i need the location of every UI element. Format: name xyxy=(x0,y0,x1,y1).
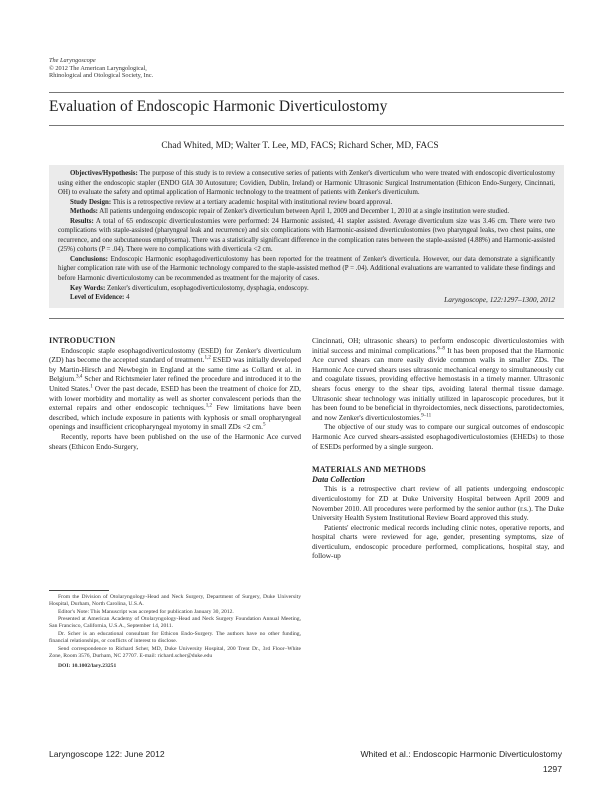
title-rule-top xyxy=(49,92,564,93)
ref: 1,2 xyxy=(205,402,213,409)
abstract-objectives xyxy=(58,169,555,198)
journal-header xyxy=(49,57,153,80)
text: It has been proposed that the Harmonic Ace curved shears can more easily divide common walls in smaller ZDs. The Harmonic Ace curved shears uses ultrasonic mechanical energy to simultaneously cut and coagulate tissues, providing effective hemostasis in a timely manner. Ultrasonic shears focus energy to the shear tips, avoiding lateral thermal tissue damage. Ultrasonic shear technology was initially utilized in laparoscopic procedures, but it has been found to be beneficial in thyroidectomies, neck dissections, parotidectomies, and now Zenker's diverticulostomies. xyxy=(312,345,565,422)
footnote-disclosure: Dr. Scher is an educational consultant for Ethicon Endo-Surgery. The authors have no other funding, financial relationships, or conflicts of interest to disclose. xyxy=(49,630,301,645)
conclusions-text: Endoscopic Harmonic esophagodiverticulostomy has been reported for the treatment of Zenker's diverticula. However, our data demonstrate a significantly higher complication rate with use of the Harmonic technology compared to the staple-assisted method (P = .04). Additional evaluations are warranted to validate these findings and before Harmonic diverticulostomy can be recommended as treatment for the majority of cases. xyxy=(58,255,555,283)
abstract-conclusions xyxy=(58,255,555,284)
copyright-line-1: © 2012 The American Laryngological, xyxy=(49,64,147,72)
footer-journal: Laryngoscope 122: June 2012 xyxy=(49,749,165,759)
footer-running-title: Whited et al.: Endoscopic Harmonic Diverticulostomy xyxy=(360,749,562,759)
intro-paragraph-1 xyxy=(49,346,301,432)
objectives-label: Objectives/Hypothesis: xyxy=(70,170,138,177)
methods-paragraph-1: This is a retrospective chart review of all patients undergoing endoscopic diverticulostomy for ZD at Duke University Hospital between April 2009 and November 2010. All procedures were performed by the senior author (r.s.). The Duke University Health System Institutional Review Board approved this study. xyxy=(312,484,564,523)
results-text: A total of 65 endoscopic diverticulostomies were performed: 24 Harmonic assisted, 41 stapler assisted. Average diverticulum size was 3.46 cm. There were two complications with staple-assisted (pharyngeal leak and recurrence) and six complications with Harmonic-assisted diverticulostomies (two pharyngeal leaks, two chest pains, one recurrence, and one subcutaneous emphysema). There was a statistically significant difference in the complication rates between the staple-assisted (4.88%) and Harmonic-assisted (25%) cohorts (P = .04). There were no complications with diverticula <2 cm. xyxy=(58,217,555,254)
ref: 1,2 xyxy=(204,354,211,361)
title-rule-bottom xyxy=(49,125,564,126)
data-collection-heading: Data Collection xyxy=(312,474,365,484)
footnote-affiliation: From the Division of Otolaryngology-Head and Neck Surgery, Department of Surgery, Duke University Hospital, Durham, North Carolina, U.S.A. xyxy=(49,594,301,608)
abstract-box xyxy=(49,165,564,308)
intro-heading: INTRODUCTION xyxy=(49,336,116,345)
footnote-correspondence: Send correspondence to Richard Scher, MD, Duke University Hospital, 200 Trent Dr., 3rd Floor–White Zone, Room 3576, Durham, NC 27707. E-mail: richard.scher@duke.edu xyxy=(49,645,301,659)
intro-paragraph-2: Recently, reports have been published on the use of the Harmonic Ace curved shears (Ethicon Endo-Surgery, xyxy=(49,431,301,451)
ref: 6–8 xyxy=(437,345,445,352)
keywords-text: Zenker's diverticulum, esophagodiverticulostomy, dysphagia, endoscopy. xyxy=(105,284,309,292)
design-text: This is a retrospective review at a tertiary academic hospital with institutional review board approval. xyxy=(111,198,393,206)
results-label: Results: xyxy=(70,217,94,225)
text: ESED was initially developed by Martin-Hirsch and Newbegin in England at the same time as Collard et al. in Belgium. xyxy=(49,355,301,384)
abstract-design xyxy=(58,198,555,208)
text: Cincinnati, OH; ultrasonic shears) to perform endoscopic diverticulostomies with initial success and minimal complications. xyxy=(312,336,564,355)
ref: 5 xyxy=(262,421,266,428)
footnote-presented: Presented at American Academy of Otolaryngology-Head and Neck Surgery Foundation Annual Meeting, San Francisco, California, U.S.A., September 14, 2011. xyxy=(49,616,301,630)
level-text: 4 xyxy=(124,294,130,302)
ref: 1 xyxy=(90,383,93,390)
intro-paragraph-2-continued xyxy=(312,336,564,422)
abstract-rule xyxy=(49,318,564,319)
left-column xyxy=(49,336,301,451)
doi: DOI: 10.1002/lary.23251 xyxy=(58,662,117,669)
ref: 9–11 xyxy=(421,412,432,419)
level-label: Level of Evidence: xyxy=(70,294,125,302)
abstract-keywords xyxy=(58,284,555,294)
citation: Laryngoscope, 122:1297–1300, 2012 xyxy=(444,295,555,304)
footnotes xyxy=(49,594,301,670)
keywords-label: Key Words: xyxy=(70,284,106,292)
footnote-editor: Editor's Note: This Manuscript was accepted for publication January 30, 2012. xyxy=(58,608,234,615)
methods-paragraph-2: Patients' electronic medical records including clinic notes, operative reports, and hospital charts were reviewed for age, gender, presenting symptoms, size of diverticulum, endoscopic procedure performed, complications, hospital stay, and follow-up xyxy=(312,522,564,561)
intro-paragraph-3: The objective of our study was to compare our surgical outcomes of endoscopic Harmonic Ace curved shears-assisted esophagodiverticulostomies (EHEDs) to those of ESEDs performed by a single surgeon. xyxy=(312,422,564,451)
ref: 3,4 xyxy=(75,373,83,380)
journal-name: The Laryngoscope xyxy=(49,57,96,64)
methods-heading: MATERIALS AND METHODS xyxy=(312,465,426,475)
page-number: 1297 xyxy=(542,764,562,774)
footnote-rule xyxy=(49,590,109,591)
article-title: Evaluation of Endoscopic Harmonic Diverticulostomy xyxy=(49,98,388,115)
methods-text: All patients undergoing endoscopic repair of Zenker's diverticulum between April 1, 2009 and December 1, 2010 at a single institution were studied. xyxy=(97,208,510,216)
author-list: Chad Whited, MD; Walter T. Lee, MD, FACS; Richard Scher, MD, FACS xyxy=(161,141,439,151)
design-label: Study Design: xyxy=(70,198,112,206)
text: Endoscopic staple esophagodiverticulostomy (ESED) for Zenker's diverticulum (ZD) has become the accepted standard of treatment. xyxy=(49,345,301,365)
objectives-text: The purpose of this study is to review a consecutive series of patients with Zenker's diverticulum who were treated with endoscopic diverticulostomy using either the endoscopic stapler (ENDO GIA 30 Autosuture; Covidien, Dublin, Ireland) or Harmonic Ultrasonic Surgical Instrumentation (Ethicon Endo-Surgery, Cincinnati, OH) to evaluate the safety and optimal application of Harmonic technology to the treatment of patients with Zenker's diverticulum. xyxy=(58,170,555,197)
copyright-line-2: Rhinological and Otological Society, Inc. xyxy=(49,72,154,80)
right-column xyxy=(312,336,564,561)
abstract-methods xyxy=(58,207,555,217)
text: Few limitations have been described, which include exposure in patients with kyphosis or small oropharyngeal openings and insufficient cricopharyngeal myotomy in small ZDs <2 cm. xyxy=(49,403,301,432)
conclusions-label: Conclusions: xyxy=(70,255,108,263)
text: Over the past decade, ESED has been the treatment of choice for ZD, with lower morbidity and mortality as well as shorter convalescent periods than the external repairs and other endoscopic techniques. xyxy=(49,383,301,413)
text: Scher and Richtsmeier later refined the procedure and introduced it to the United States. xyxy=(49,374,301,393)
abstract-results xyxy=(58,217,555,255)
methods-label: Methods: xyxy=(70,208,98,216)
